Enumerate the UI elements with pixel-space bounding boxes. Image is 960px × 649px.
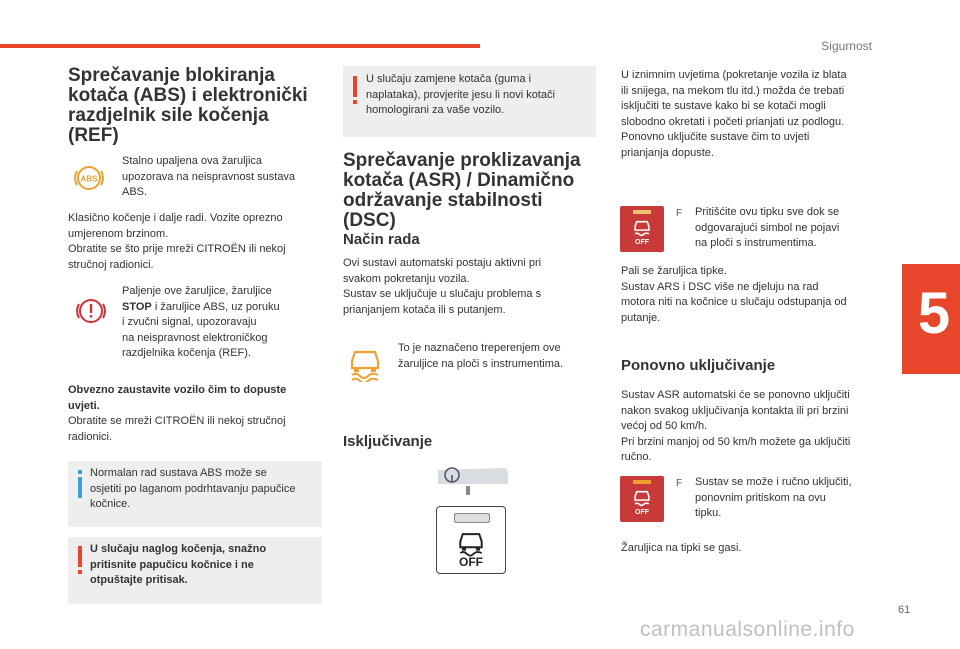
page-number: 61 bbox=[898, 604, 911, 616]
off-button-red[interactable] bbox=[620, 476, 664, 522]
off-button-illustration[interactable] bbox=[436, 506, 506, 574]
watermark: carmanualsonline.info bbox=[640, 618, 855, 641]
exceptional-conditions-paragraph: U iznimnim uvjetima (pokretanje vozila iz blata ili snijega, na mekom tlu itd.) možda će trebati isključiti te sustave kako bi se kotači mogli slobodno okretati i početi prianjati uz podlogu. Ponovno uključite sustave čim to uvjeti prianjanja dopuste. bbox=[621, 69, 847, 159]
abs-warning-icon bbox=[72, 161, 106, 195]
bullet-glyph: F bbox=[676, 478, 683, 489]
press-button-instruction: Pritišćite ovu tipku sve dok se odgovarajući simbol ne pojavi na ploči s instrumentima. bbox=[695, 206, 840, 249]
reactivation-paragraph: Sustav ASR automatski će se ponovno uključiti nakon svakog uključivanja kontakta ili pri brzini većoj od 50 km/h. Pri brzini manjoj od 50 km/h možete ga uključiti ručno. bbox=[621, 389, 851, 463]
wheel-warning-text: U slučaju zamjene kotača (guma i naplataka), provjerite jesu li novi kotači homologirani za vaše vozilo. bbox=[366, 73, 555, 116]
title-line: razdjelnik sile kočenja bbox=[68, 105, 269, 126]
operation-paragraph: Ovi sustavi automatski postaju aktivni pri svakom pokretanju vozila. Sustav se uključuje u slučaju problema s prianjanjem kotača ili s putanjem. bbox=[343, 257, 542, 316]
stop-description: Paljenje ove žaruljice, žaruljice STOP i žaruljice ABS, uz poruku i zvučni signal, upozoravaju na neispravnost elektroničkog razdjelnika kočenja (REF). bbox=[122, 285, 280, 359]
title-line: kotača (ASR) / Dinamično bbox=[343, 170, 575, 191]
brake-warning-icon bbox=[74, 294, 108, 328]
asr-title bbox=[343, 151, 603, 231]
button-led bbox=[454, 513, 490, 523]
info-note-text: Normalan rad sustava ABS može se osjetiti po laganom podrhtavanju papučice kočnice. bbox=[90, 467, 296, 510]
dashboard-illustration bbox=[436, 466, 508, 503]
exclamation-icon bbox=[77, 546, 83, 579]
exclamation-icon bbox=[352, 76, 358, 109]
stop-vehicle-paragraph: Obvezno zaustavite vozilo čim to dopuste uvjeti. Obratite se mreži CITROËN ili nekoj stručnoj radionici. bbox=[68, 384, 287, 443]
reactivation-subtitle: Ponovno uključivanje bbox=[621, 357, 776, 374]
lamp-off-note: Žaruljica na tipki se gasi. bbox=[621, 542, 742, 554]
skid-icon-description: To je naznačeno treperenjem ove žaruljice na ploči s instrumentima. bbox=[398, 342, 564, 370]
off-label: OFF bbox=[459, 555, 483, 569]
info-icon bbox=[77, 470, 83, 503]
button-led bbox=[633, 480, 651, 484]
button-led bbox=[633, 210, 651, 214]
chapter-number: 5 bbox=[917, 281, 951, 346]
title-line: (REF) bbox=[68, 125, 119, 146]
title-line: održavanje stabilnosti bbox=[343, 190, 543, 211]
off-label: OFF bbox=[635, 509, 649, 516]
skid-car-icon bbox=[633, 488, 651, 508]
skid-car-icon bbox=[633, 218, 651, 238]
skid-car-icon bbox=[348, 346, 382, 382]
abs-description: Stalno upaljena ova žaruljica upozorava na neispravnost sustava ABS. bbox=[122, 155, 296, 198]
title-line: Sprečavanje proklizavanja bbox=[343, 150, 581, 171]
manual-reactivation-instruction: Sustav se može i ručno uključiti, ponovnim pritiskom na ovu tipku. bbox=[695, 476, 852, 519]
off-label: OFF bbox=[635, 239, 649, 246]
title-line: (DSC) bbox=[343, 210, 396, 231]
operation-subtitle: Način rada bbox=[343, 231, 420, 248]
title-line: kotača (ABS) i elektronički bbox=[68, 85, 308, 106]
disable-subtitle: Isključivanje bbox=[343, 433, 433, 450]
abs-paragraph: Klasično kočenje i dalje radi. Vozite oprezno umjerenom brzinom. Obratite se što prije mreži CITROËN ili nekoj stručnoj radionici. bbox=[68, 212, 286, 271]
warning-note-text: U slučaju naglog kočenja, snažno pritisnite papučicu kočnice i ne otpuštajte pritisak. bbox=[90, 543, 267, 586]
section-label: Sigurnost bbox=[821, 39, 872, 53]
off-button-red[interactable] bbox=[620, 206, 664, 252]
stop-word: STOP bbox=[122, 300, 152, 313]
abs-icon-label: ABS bbox=[80, 174, 98, 184]
title-line: Sprečavanje blokiranja bbox=[68, 65, 275, 86]
disabled-effects-paragraph: Pali se žaruljica tipke. Sustav ARS i DSC više ne djeluju na rad motora niti na kočnice u slučaju odstupanja od putanje. bbox=[621, 265, 847, 324]
bullet-glyph: F bbox=[676, 208, 683, 219]
header-accent-bar bbox=[0, 44, 480, 48]
abs-title bbox=[68, 66, 328, 146]
